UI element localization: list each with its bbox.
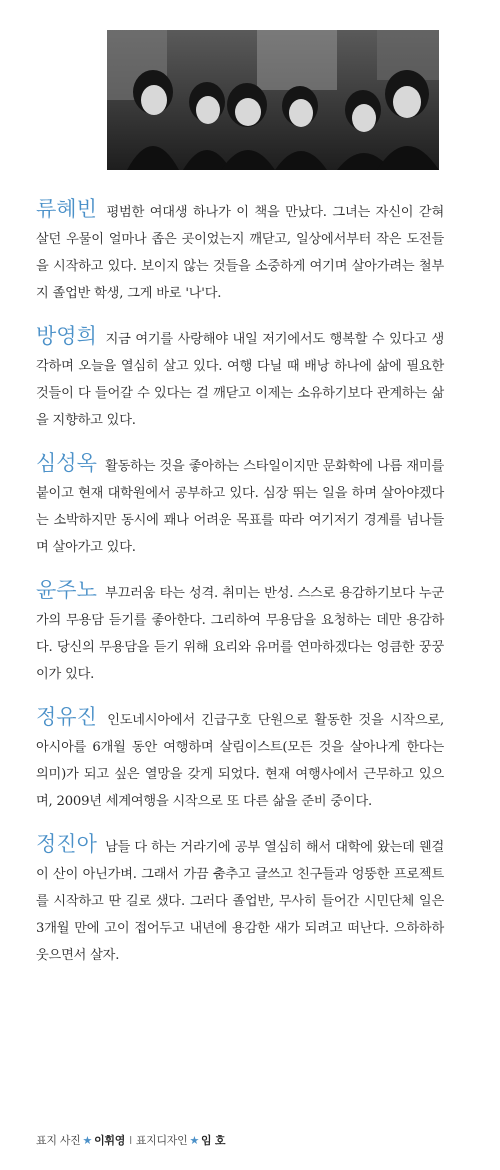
bio-entry	[36, 323, 444, 434]
author-bio-text: 부끄러움 타는 성격. 취미는 반성. 스스로 용감하기보다 누군가의 무용담 듣기를 좋아한다. 그리하여 무용담을 요청하는 데만 용감하다. 당신의 무용담을 듣기 위해 요리와 유머를 연마하겠다는 엉큼한 꿍꿍이가 있다.	[36, 586, 444, 682]
star-icon: ★	[189, 1134, 200, 1147]
bio-entry	[36, 450, 444, 561]
designer-label: 표지디자인	[135, 1134, 188, 1147]
author-name: 류혜빈	[36, 197, 97, 221]
bio-entry	[36, 577, 444, 688]
star-icon: ★	[82, 1134, 93, 1147]
author-bios	[36, 196, 444, 985]
author-name: 정유진	[36, 705, 97, 729]
author-name: 심성옥	[36, 451, 97, 475]
credit-separator: l	[129, 1134, 132, 1147]
cover-photo-name: 이휘영	[94, 1134, 126, 1147]
bio-entry	[36, 704, 444, 815]
cover-photo-label: 표지 사진	[36, 1134, 81, 1147]
author-name: 방영희	[36, 324, 97, 348]
bio-entry	[36, 831, 444, 969]
bio-entry	[36, 196, 444, 307]
author-bio-text: 인도네시아에서 긴급구호 단원으로 활동한 것을 시작으로, 아시아를 6개월 동안 여행하며 살림이스트(모든 것을 살아나게 한다는 의미)가 되고 싶은 열망을 갖게 되었다. 현재 여행사에서 근무하고 있으며, 2009년 세계여행을 시작으로 또 다른 삶을 준비 중이다.	[36, 713, 444, 809]
author-bio-text: 지금 여기를 사랑해야 내일 저기에서도 행복할 수 있다고 생각하며 오늘을 열심히 살고 있다. 여행 다닐 때 배낭 하나에 삶에 필요한 것들이 다 들어갈 수 있다는 걸 깨닫고 이제는 소유하기보다 관계하는 삶을 지향하고 있다.	[36, 332, 445, 428]
author-name: 정진아	[36, 832, 97, 856]
author-name: 윤주노	[36, 578, 97, 602]
group-photo	[107, 30, 439, 170]
designer-name: 임 호	[201, 1134, 226, 1147]
author-bio-text: 평범한 여대생 하나가 이 책을 만났다. 그녀는 자신이 갇혀 살던 우물이 얼마나 좁은 곳이었는지 깨닫고, 일상에서부터 작은 도전들을 시작하고 있다. 보이지 않는 것들을 소중하게 여기며 살아가려는 철부지 졸업반 학생, 그게 바로 '나'다.	[36, 205, 444, 301]
author-bio-text: 남들 다 하는 거라기에 공부 열심히 해서 대학에 왔는데 웬걸 이 산이 아닌가벼. 그래서 가끔 춤추고 글쓰고 친구들과 엉뚱한 프로젝트를 시작하고 딴 길로 샜다. 그러다 졸업반, 무사히 들어간 시민단체 일은 3개월 만에 고이 접어두고 내년에 용감한 새가 되려고 떠난다. 으하하하 웃으면서 살자.	[36, 840, 444, 963]
author-bio-text: 활동하는 것을 좋아하는 스타일이지만 문화학에 나름 재미를 붙이고 현재 대학원에서 공부하고 있다. 심장 뛰는 일을 하며 살아야겠다는 소박하지만 동시에 꽤나 어려운 목표를 따라 여기저기 경계를 넘나들며 살아가고 있다.	[36, 459, 444, 555]
cover-credits	[36, 1132, 225, 1148]
group-photo-illustration	[107, 30, 439, 170]
